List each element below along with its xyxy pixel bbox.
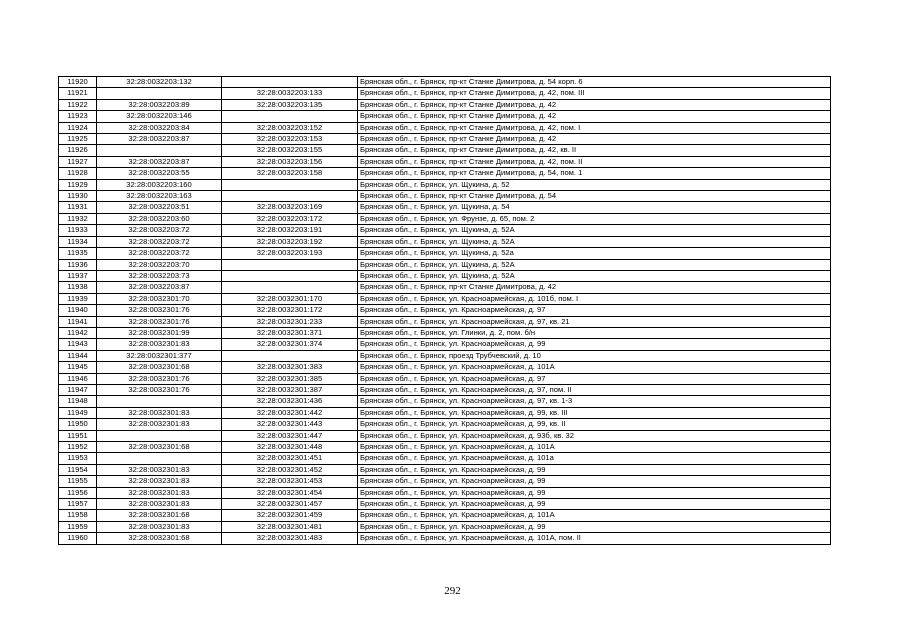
address-cell: Брянская обл., г. Брянск, пр-кт Станке Димитрова, д. 54 корп. 6 <box>358 77 831 88</box>
address-cell: Брянская обл., г. Брянск, ул. Фрунзе, д. 65, пом. 2 <box>358 213 831 224</box>
row-number-cell: 11954 <box>59 464 97 475</box>
cadastral-number-cell: 32:28:0032301:170 <box>222 293 358 304</box>
parent-cadastral-number-cell: 32:28:0032203:55 <box>97 168 222 179</box>
table-row <box>59 487 831 498</box>
table-row <box>59 191 831 202</box>
parent-cadastral-number-cell: 32:28:0032301:83 <box>97 487 222 498</box>
cadastral-number-cell: 32:28:0032203:135 <box>222 99 358 110</box>
parent-cadastral-number-cell: 32:28:0032203:87 <box>97 134 222 145</box>
table-row <box>59 339 831 350</box>
row-number-cell: 11955 <box>59 476 97 487</box>
address-cell: Брянская обл., г. Брянск, пр-кт Станке Димитрова, д. 42 <box>358 282 831 293</box>
table-row <box>59 373 831 384</box>
address-cell: Брянская обл., г. Брянск, ул. Красноармейская, д. 97, пом. II <box>358 384 831 395</box>
table-row <box>59 533 831 544</box>
parent-cadastral-number-cell: 32:28:0032203:84 <box>97 122 222 133</box>
cadastral-number-cell <box>222 77 358 88</box>
parent-cadastral-number-cell: 32:28:0032203:146 <box>97 111 222 122</box>
row-number-cell: 11933 <box>59 225 97 236</box>
parent-cadastral-number-cell: 32:28:0032203:87 <box>97 282 222 293</box>
row-number-cell: 11920 <box>59 77 97 88</box>
address-cell: Брянская обл., г. Брянск, ул. Красноармейская, д. 99 <box>358 521 831 532</box>
parent-cadastral-number-cell: 32:28:0032301:83 <box>97 464 222 475</box>
address-cell: Брянская обл., г. Брянск, ул. Красноармейская, д. 99 <box>358 499 831 510</box>
row-number-cell: 11959 <box>59 521 97 532</box>
cadastral-number-cell: 32:28:0032203:153 <box>222 134 358 145</box>
row-number-cell: 11939 <box>59 293 97 304</box>
row-number-cell: 11947 <box>59 384 97 395</box>
address-cell: Брянская обл., г. Брянск, ул. Красноармейская, д. 99 <box>358 487 831 498</box>
row-number-cell: 11949 <box>59 407 97 418</box>
table-row <box>59 453 831 464</box>
table-row <box>59 442 831 453</box>
table-row <box>59 225 831 236</box>
table-row <box>59 350 831 361</box>
cadastral-number-cell: 32:28:0032301:442 <box>222 407 358 418</box>
address-cell: Брянская обл., г. Брянск, ул. Красноармейская, д. 93б, кв. 32 <box>358 430 831 441</box>
table-row <box>59 521 831 532</box>
row-number-cell: 11929 <box>59 179 97 190</box>
cadastral-number-cell: 32:28:0032301:387 <box>222 384 358 395</box>
cadastral-number-cell <box>222 191 358 202</box>
row-number-cell: 11945 <box>59 362 97 373</box>
cadastral-number-cell: 32:28:0032301:457 <box>222 499 358 510</box>
table-row <box>59 248 831 259</box>
cadastral-number-cell: 32:28:0032203:169 <box>222 202 358 213</box>
table-row <box>59 179 831 190</box>
table-row <box>59 145 831 156</box>
table-row <box>59 99 831 110</box>
parent-cadastral-number-cell: 32:28:0032203:60 <box>97 213 222 224</box>
cadastral-number-cell: 32:28:0032301:459 <box>222 510 358 521</box>
table-row <box>59 111 831 122</box>
table-row <box>59 396 831 407</box>
row-number-cell: 11944 <box>59 350 97 361</box>
cadastral-number-cell: 32:28:0032301:385 <box>222 373 358 384</box>
parent-cadastral-number-cell: 32:28:0032301:68 <box>97 510 222 521</box>
address-cell: Брянская обл., г. Брянск, пр-кт Станке Димитрова, д. 42, пом. I <box>358 122 831 133</box>
row-number-cell: 11936 <box>59 259 97 270</box>
row-number-cell: 11934 <box>59 236 97 247</box>
parent-cadastral-number-cell <box>97 430 222 441</box>
property-registry-table <box>58 76 831 545</box>
address-cell: Брянская обл., г. Брянск, ул. Щукина, д. 52А <box>358 236 831 247</box>
table-row <box>59 282 831 293</box>
cadastral-number-cell: 32:28:0032203:156 <box>222 156 358 167</box>
parent-cadastral-number-cell: 32:28:0032301:83 <box>97 499 222 510</box>
row-number-cell: 11930 <box>59 191 97 202</box>
cadastral-number-cell: 32:28:0032301:481 <box>222 521 358 532</box>
row-number-cell: 11940 <box>59 305 97 316</box>
table-row <box>59 510 831 521</box>
address-cell: Брянская обл., г. Брянск, ул. Красноармейская, д. 99 <box>358 339 831 350</box>
address-cell: Брянская обл., г. Брянск, пр-кт Станке Димитрова, д. 54 <box>358 191 831 202</box>
row-number-cell: 11952 <box>59 442 97 453</box>
parent-cadastral-number-cell: 32:28:0032203:70 <box>97 259 222 270</box>
parent-cadastral-number-cell <box>97 453 222 464</box>
cadastral-number-cell: 32:28:0032203:158 <box>222 168 358 179</box>
table-row <box>59 77 831 88</box>
row-number-cell: 11937 <box>59 270 97 281</box>
parent-cadastral-number-cell: 32:28:0032301:68 <box>97 533 222 544</box>
address-cell: Брянская обл., г. Брянск, ул. Красноармейская, д. 101а <box>358 453 831 464</box>
address-cell: Брянская обл., г. Брянск, ул. Щукина, д. 52 <box>358 179 831 190</box>
address-cell: Брянская обл., г. Брянск, ул. Щукина, д. 52А <box>358 259 831 270</box>
table-row <box>59 407 831 418</box>
registry-table-body <box>59 77 831 545</box>
cadastral-number-cell: 32:28:0032301:454 <box>222 487 358 498</box>
cadastral-number-cell: 32:28:0032301:443 <box>222 419 358 430</box>
address-cell: Брянская обл., г. Брянск, ул. Красноармейская, д. 97 <box>358 373 831 384</box>
parent-cadastral-number-cell <box>97 88 222 99</box>
cadastral-number-cell <box>222 259 358 270</box>
parent-cadastral-number-cell: 32:28:0032203:72 <box>97 236 222 247</box>
address-cell: Брянская обл., г. Брянск, пр-кт Станке Димитрова, д. 42, пом. II <box>358 156 831 167</box>
address-cell: Брянская обл., г. Брянск, пр-кт Станке Димитрова, д. 42 <box>358 111 831 122</box>
row-number-cell: 11960 <box>59 533 97 544</box>
address-cell: Брянская обл., г. Брянск, пр-кт Станке Димитрова, д. 42 <box>358 134 831 145</box>
table-row <box>59 202 831 213</box>
row-number-cell: 11922 <box>59 99 97 110</box>
table-row <box>59 293 831 304</box>
cadastral-number-cell: 32:28:0032203:133 <box>222 88 358 99</box>
cadastral-number-cell: 32:28:0032301:436 <box>222 396 358 407</box>
table-row <box>59 134 831 145</box>
parent-cadastral-number-cell: 32:28:0032301:83 <box>97 419 222 430</box>
parent-cadastral-number-cell: 32:28:0032301:83 <box>97 339 222 350</box>
address-cell: Брянская обл., г. Брянск, ул. Красноармейская, д. 97, кв. 1-3 <box>358 396 831 407</box>
cadastral-number-cell <box>222 111 358 122</box>
row-number-cell: 11931 <box>59 202 97 213</box>
row-number-cell: 11938 <box>59 282 97 293</box>
row-number-cell: 11921 <box>59 88 97 99</box>
address-cell: Брянская обл., г. Брянск, ул. Красноармейская, д. 101А, пом. II <box>358 533 831 544</box>
parent-cadastral-number-cell: 32:28:0032203:89 <box>97 99 222 110</box>
address-cell: Брянская обл., г. Брянск, пр-кт Станке Димитрова, д. 42, кв. II <box>358 145 831 156</box>
row-number-cell: 11926 <box>59 145 97 156</box>
address-cell: Брянская обл., г. Брянск, ул. Глинки, д. 2, пом. б/н <box>358 327 831 338</box>
table-row <box>59 419 831 430</box>
parent-cadastral-number-cell: 32:28:0032203:87 <box>97 156 222 167</box>
parent-cadastral-number-cell: 32:28:0032301:76 <box>97 373 222 384</box>
parent-cadastral-number-cell: 32:28:0032203:163 <box>97 191 222 202</box>
cadastral-number-cell: 32:28:0032301:233 <box>222 316 358 327</box>
row-number-cell: 11946 <box>59 373 97 384</box>
table-row <box>59 316 831 327</box>
parent-cadastral-number-cell: 32:28:0032301:83 <box>97 476 222 487</box>
parent-cadastral-number-cell: 32:28:0032301:83 <box>97 407 222 418</box>
parent-cadastral-number-cell: 32:28:0032301:76 <box>97 305 222 316</box>
table-row <box>59 464 831 475</box>
cadastral-number-cell: 32:28:0032203:193 <box>222 248 358 259</box>
cadastral-number-cell: 32:28:0032301:383 <box>222 362 358 373</box>
address-cell: Брянская обл., г. Брянск, ул. Щукина, д. 54 <box>358 202 831 213</box>
row-number-cell: 11956 <box>59 487 97 498</box>
cadastral-number-cell: 32:28:0032203:155 <box>222 145 358 156</box>
cadastral-number-cell: 32:28:0032301:447 <box>222 430 358 441</box>
table-row <box>59 236 831 247</box>
cadastral-number-cell <box>222 350 358 361</box>
parent-cadastral-number-cell <box>97 396 222 407</box>
address-cell: Брянская обл., г. Брянск, ул. Красноармейская, д. 101А <box>358 362 831 373</box>
row-number-cell: 11950 <box>59 419 97 430</box>
cadastral-number-cell: 32:28:0032301:374 <box>222 339 358 350</box>
parent-cadastral-number-cell <box>97 145 222 156</box>
row-number-cell: 11943 <box>59 339 97 350</box>
parent-cadastral-number-cell: 32:28:0032301:83 <box>97 521 222 532</box>
cadastral-number-cell: 32:28:0032301:452 <box>222 464 358 475</box>
address-cell: Брянская обл., г. Брянск, ул. Красноармейская, д. 97 <box>358 305 831 316</box>
row-number-cell: 11924 <box>59 122 97 133</box>
table-row <box>59 362 831 373</box>
parent-cadastral-number-cell: 32:28:0032301:76 <box>97 384 222 395</box>
parent-cadastral-number-cell: 32:28:0032301:68 <box>97 362 222 373</box>
address-cell: Брянская обл., г. Брянск, ул. Красноармейская, д. 101б, пом. I <box>358 293 831 304</box>
table-row <box>59 476 831 487</box>
address-cell: Брянская обл., г. Брянск, ул. Щукина, д. 52А <box>358 270 831 281</box>
address-cell: Брянская обл., г. Брянск, ул. Щукина, д. 52а <box>358 248 831 259</box>
parent-cadastral-number-cell: 32:28:0032301:377 <box>97 350 222 361</box>
address-cell: Брянская обл., г. Брянск, ул. Красноармейская, д. 97, кв. 21 <box>358 316 831 327</box>
row-number-cell: 11957 <box>59 499 97 510</box>
cadastral-number-cell: 32:28:0032203:191 <box>222 225 358 236</box>
row-number-cell: 11953 <box>59 453 97 464</box>
row-number-cell: 11925 <box>59 134 97 145</box>
cadastral-number-cell <box>222 270 358 281</box>
cadastral-number-cell: 32:28:0032301:483 <box>222 533 358 544</box>
table-row <box>59 122 831 133</box>
address-cell: Брянская обл., г. Брянск, ул. Красноармейская, д. 99 <box>358 464 831 475</box>
parent-cadastral-number-cell: 32:28:0032203:73 <box>97 270 222 281</box>
row-number-cell: 11948 <box>59 396 97 407</box>
cadastral-number-cell <box>222 179 358 190</box>
table-row <box>59 499 831 510</box>
address-cell: Брянская обл., г. Брянск, пр-кт Станке Димитрова, д. 42, пом. III <box>358 88 831 99</box>
parent-cadastral-number-cell: 32:28:0032203:132 <box>97 77 222 88</box>
table-row <box>59 168 831 179</box>
table-row <box>59 430 831 441</box>
table-row <box>59 270 831 281</box>
table-row <box>59 156 831 167</box>
row-number-cell: 11958 <box>59 510 97 521</box>
cadastral-number-cell: 32:28:0032203:172 <box>222 213 358 224</box>
parent-cadastral-number-cell: 32:28:0032301:99 <box>97 327 222 338</box>
cadastral-number-cell: 32:28:0032301:453 <box>222 476 358 487</box>
row-number-cell: 11923 <box>59 111 97 122</box>
table-row <box>59 305 831 316</box>
table-row <box>59 259 831 270</box>
address-cell: Брянская обл., г. Брянск, ул. Щукина, д. 52А <box>358 225 831 236</box>
table-row <box>59 327 831 338</box>
cadastral-number-cell: 32:28:0032301:172 <box>222 305 358 316</box>
address-cell: Брянская обл., г. Брянск, проезд Трубчевский, д. 10 <box>358 350 831 361</box>
row-number-cell: 11941 <box>59 316 97 327</box>
table-row <box>59 88 831 99</box>
cadastral-number-cell: 32:28:0032203:192 <box>222 236 358 247</box>
cadastral-number-cell <box>222 282 358 293</box>
parent-cadastral-number-cell: 32:28:0032203:160 <box>97 179 222 190</box>
address-cell: Брянская обл., г. Брянск, ул. Красноармейская, д. 101А <box>358 510 831 521</box>
address-cell: Брянская обл., г. Брянск, пр-кт Станке Димитрова, д. 42 <box>358 99 831 110</box>
parent-cadastral-number-cell: 32:28:0032301:76 <box>97 316 222 327</box>
parent-cadastral-number-cell: 32:28:0032203:72 <box>97 248 222 259</box>
parent-cadastral-number-cell: 32:28:0032203:72 <box>97 225 222 236</box>
table-row <box>59 213 831 224</box>
parent-cadastral-number-cell: 32:28:0032203:51 <box>97 202 222 213</box>
row-number-cell: 11928 <box>59 168 97 179</box>
parent-cadastral-number-cell: 32:28:0032301:68 <box>97 442 222 453</box>
row-number-cell: 11942 <box>59 327 97 338</box>
parent-cadastral-number-cell: 32:28:0032301:70 <box>97 293 222 304</box>
address-cell: Брянская обл., г. Брянск, ул. Красноармейская, д. 99, кв. III <box>358 407 831 418</box>
address-cell: Брянская обл., г. Брянск, пр-кт Станке Димитрова, д. 54, пом. 1 <box>358 168 831 179</box>
address-cell: Брянская обл., г. Брянск, ул. Красноармейская, д. 99, кв. II <box>358 419 831 430</box>
address-cell: Брянская обл., г. Брянск, ул. Красноармейская, д. 99 <box>358 476 831 487</box>
cadastral-number-cell: 32:28:0032301:371 <box>222 327 358 338</box>
row-number-cell: 11932 <box>59 213 97 224</box>
row-number-cell: 11951 <box>59 430 97 441</box>
page-number: 292 <box>444 585 461 597</box>
cadastral-number-cell: 32:28:0032301:448 <box>222 442 358 453</box>
address-cell: Брянская обл., г. Брянск, ул. Красноармейская, д. 101А <box>358 442 831 453</box>
table-row <box>59 384 831 395</box>
cadastral-number-cell: 32:28:0032301:451 <box>222 453 358 464</box>
row-number-cell: 11935 <box>59 248 97 259</box>
cadastral-number-cell: 32:28:0032203:152 <box>222 122 358 133</box>
row-number-cell: 11927 <box>59 156 97 167</box>
